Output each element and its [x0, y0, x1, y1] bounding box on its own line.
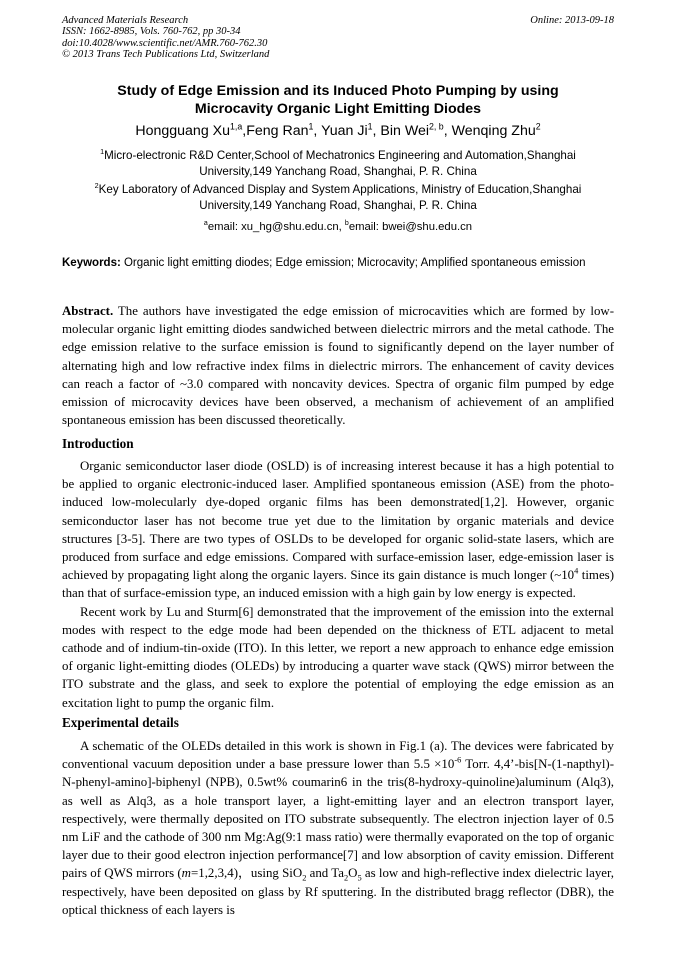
title-line-1: Study of Edge Emission and its Induced Photo Pumping by using	[117, 83, 559, 99]
abstract-text: The authors have investigated the edge emission of microcavities which are formed by low-molecular organic light emitting diodes sandwiched between dielectric mirrors and the metal cathode. The edge emission relative to the surface emission is found to significantly depend on the layer number of alternating high and low refractive index films in dielectric mirrors. The enhancement of cavity devices can reach a factor of ~3.0 compared with noncavity devices. Spectra of organic film pumped by edge emission of microcavity devices have been observed, a mechanism of achievement of an amplified spontaneous emission has been discussed theoretically.	[62, 304, 614, 428]
affiliation-2: $^2$Key Laboratory of Advanced Display and System Applications, Ministry of Education,Shanghai University,149 Yanchang Road, Shanghai, P. R. China	[94, 181, 582, 213]
journal-header	[62, 15, 614, 60]
paper-title	[62, 82, 614, 118]
intro-paragraph-1: Organic semiconductor laser diode (OSLD) is of increasing interest because it has a high potential to be applied to organic electronic-induced laser. Amplified spontaneous emission (ASE) from the photo-induced low-molecularly dye-doped organic films has been demonstrated[1,2]. However, organic semiconductor laser has not become true yet due to the limitation by organic materials and device structures [3-5]. There are two types of OSLDs to be developed for organic solid-state lasers, which are produced from surface and edge emissions. Compared with surface-emission laser, edge-emission laser is achieved by propagating light along the organic layers. Since its gain distance is much longer ($\sim 10^4$ times) than that of surface-emission type, an induced emission with a high gain by low energy is expected.	[62, 459, 614, 601]
intro-paragraph-2: Recent work by Lu and Sturm[6] demonstrated that the improvement of the emission into the external modes with respect to the edge mode had been depended on the thickness of ETL adjacent to metal cathode and of indium-tin-oxide (ITO). In this letter, we report a new approach to enhance edge emission of organic light-emitting diodes (OLEDs) by introducing a quarter wave stack (QWS) mirror between the ITO substrate and the glass, and seek to explore the potential of employing the edge emission as an excitation light to pump the organic film.	[62, 604, 614, 710]
abstract	[62, 302, 614, 429]
journal-name: Advanced Materials Research	[62, 15, 189, 26]
doi-line: doi:10.4028/www.scientific.net/AMR.760-762.30	[62, 37, 268, 49]
title-line-2: Microcavity Organic Light Emitting Diodes	[194, 101, 482, 117]
author: Hongguang Xu$^{1,a}$,	[135, 121, 247, 139]
keywords-label: Keywords:	[62, 257, 121, 269]
abstract-label: Abstract.	[62, 304, 114, 318]
introduction-heading: Introduction	[62, 436, 134, 451]
issn-line: ISSN: 1662-8985, Vols. 760-762, pp 30-34	[62, 26, 241, 38]
experimental-paragraph-1: A schematic of the OLEDs detailed in this work is shown in Fig.1 (a). The devices were fabricated by conventional vacuum deposition under a base pressure lower than $5.5 \times 10^{-6}$ Torr. 4,4’-bis[N-(1-napthyl)-N-phenyl-amino]-biphenyl (NPB), 0.5wt% coumarin6 in the tris(8-hydroxy-quinoline)aluminum (Alq3), as well as Alq3, as a hole transport layer, a light-emitting layer and an electron transport layer, respectively, were thermally deposited on ITO substrate subsequently. The electron injection layer of 0.5 nm LiF and the cathode of 300 nm Mg:Ag(9:1 mass ratio) were thermally evaporated on the top of organic layer due to their good electron injection performance[7] and low absorption of cavity emission. Different pairs of QWS mirrors (m=1,2,3,4)，using SiO$_2$ and $Ta_2O_5$ as low and high-reflective index dielectric layer, respectively, have been deposited on glass by Rf sputtering. In the distributed bragg reflector (DBR), the optical thickness of each layers is	[62, 739, 614, 917]
keywords	[62, 255, 614, 271]
keywords-text: Organic light emitting diodes; Edge emission; Microcavity; Amplified spontaneous emission	[120, 257, 586, 269]
affiliation-1: $^1$Micro-electronic R&D Center,School of Mechatronics Engineering and Automation,Shanghai University,149 Yanchang Road, Shanghai, P. R. China	[100, 147, 576, 179]
author: Wenqing Zhu$^2$	[451, 121, 541, 139]
online-date: Online: 2013-09-18	[530, 15, 614, 26]
author: Feng Ran$^1$,	[246, 121, 322, 139]
author: Bin Wei$^{2, b}$,	[380, 121, 452, 139]
email-a: email: xu_hg@shu.edu.cn,	[207, 221, 345, 233]
author: Yuan Ji$^1$,	[321, 121, 381, 139]
introduction-body	[62, 457, 614, 712]
email-b: email: bwei@shu.edu.cn	[348, 221, 473, 233]
experimental-heading: Experimental details	[62, 715, 179, 730]
experimental-body	[62, 737, 614, 919]
author-list	[62, 122, 614, 140]
copyright-line: © 2013 Trans Tech Publications Ltd, Switzerland	[62, 48, 270, 60]
author-emails: $^a$email: xu_hg@shu.edu.cn, $^b$email: bwei@shu.edu.cn	[203, 220, 473, 233]
